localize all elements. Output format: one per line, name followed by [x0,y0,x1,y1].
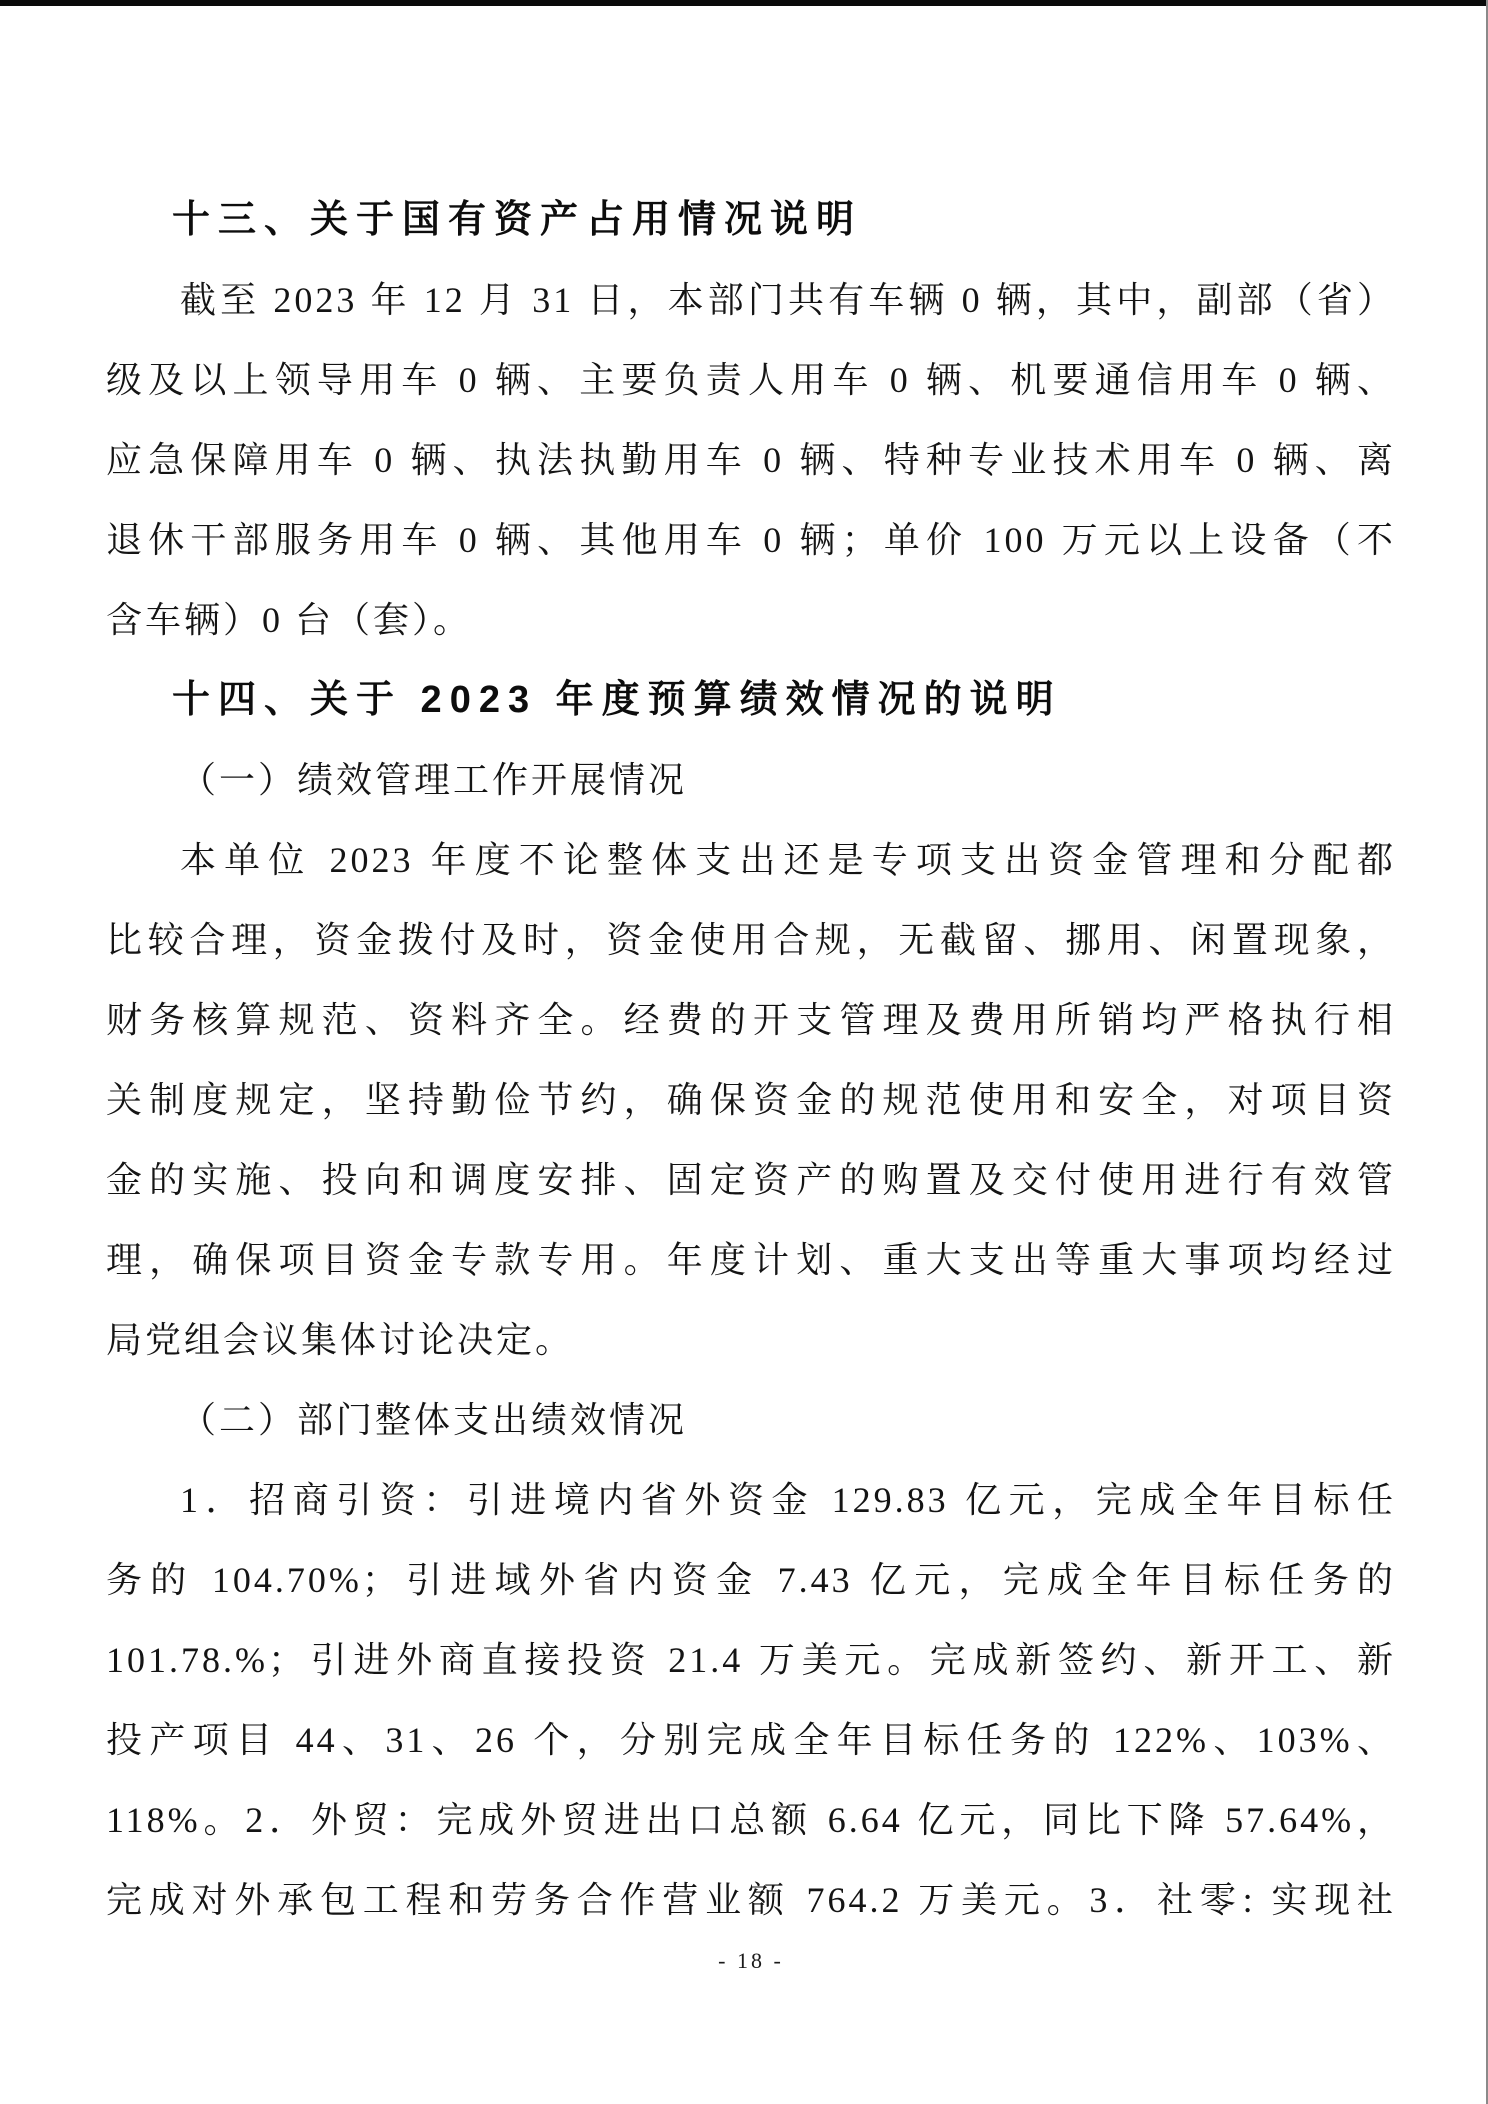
paragraph-line: 应急保障用车 0 辆、执法执勤用车 0 辆、特种专业技术用车 0 辆、离 [106,440,1396,480]
paragraph-line: 局党组会议集体讨论决定。 [106,1320,575,1360]
page-number: - 18 - [718,1948,784,1973]
paragraph-line: 关制度规定，坚持勤俭节约，确保资金的规范使用和安全，对项目资 [106,1080,1396,1120]
paragraph-line: 退休干部服务用车 0 辆、其他用车 0 辆；单价 100 万元以上设备（不 [106,520,1396,560]
paragraph-line: 1．招商引资：引进境内省外资金 129.83 亿元，完成全年目标任 [180,1480,1396,1520]
section-subheading: （二）部门整体支出绩效情况 [180,1400,688,1440]
paragraph-line: 完成对外承包工程和劳务合作营业额 764.2 万美元。3．社零: 实现社 [106,1880,1396,1920]
paragraph-line: 101.78.%；引进外商直接投资 21.4 万美元。完成新签约、新开工、新 [106,1640,1396,1680]
document-content [106,180,1396,1940]
paragraph-line: 截至 2023 年 12 月 31 日，本部门共有车辆 0 辆，其中，副部（省） [180,280,1396,320]
paragraph-line: 本单位 2023 年度不论整体支出还是专项支出资金管理和分配都 [180,840,1396,880]
paragraph-line: 金的实施、投向和调度安排、固定资产的购置及交付使用进行有效管 [106,1160,1396,1200]
scan-artifact-top-bar [0,0,1488,6]
section-heading: 十四、关于 2023 年度预算绩效情况的说明 [172,679,1062,721]
paragraph-line: 理，确保项目资金专款专用。年度计划、重大支出等重大事项均经过 [106,1240,1396,1280]
section-heading: 十三、关于国有资产占用情况说明 [172,199,863,241]
paragraph-line: 含车辆）0 台（套）。 [106,600,473,640]
paragraph-line: 务的 104.70%；引进域外省内资金 7.43 亿元，完成全年目标任务的 [106,1560,1396,1600]
paragraph-line: 118%。2．外贸：完成外贸进出口总额 6.64 亿元，同比下降 57.64%， [106,1800,1396,1840]
paragraph-line: 比较合理，资金拨付及时，资金使用合规，无截留、挪用、闲置现象， [106,920,1396,960]
section-subheading: （一）绩效管理工作开展情况 [180,760,688,800]
paragraph-line: 级及以上领导用车 0 辆、主要负责人用车 0 辆、机要通信用车 0 辆、 [106,360,1396,400]
paragraph-line: 财务核算规范、资料齐全。经费的开支管理及费用所销均严格执行相 [106,1000,1396,1040]
paragraph-line: 投产项目 44、31、26 个，分别完成全年目标任务的 122%、103%、 [106,1720,1396,1760]
